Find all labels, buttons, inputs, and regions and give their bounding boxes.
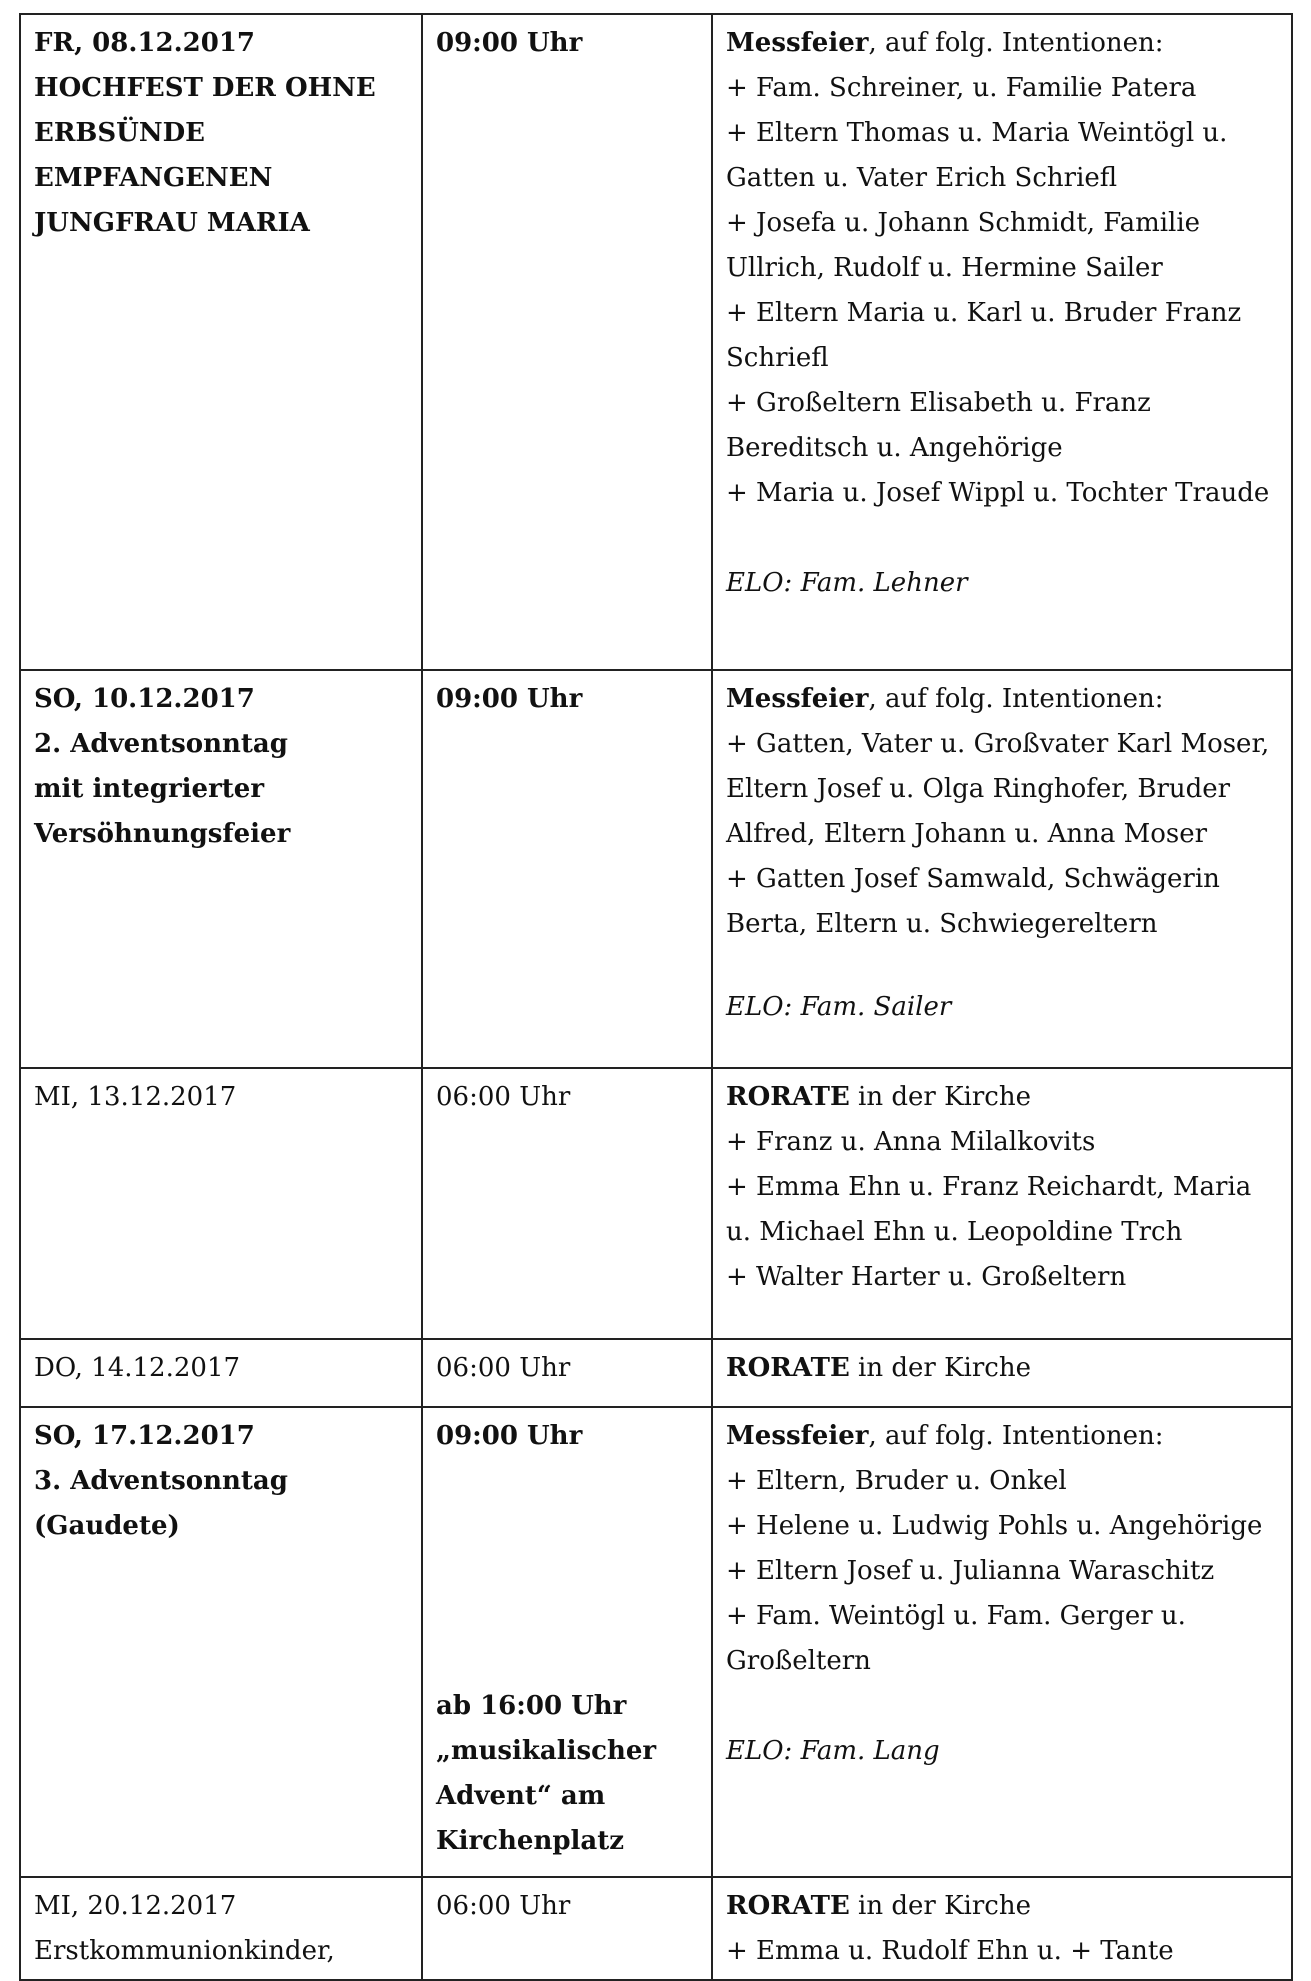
table-row xyxy=(20,1407,1292,1877)
description-keyword: RORATE xyxy=(726,1891,850,1921)
spacer xyxy=(726,516,1278,561)
intention-line: + Emma Ehn u. Franz Reichardt, Maria u. Michael Ehn u. Leopoldine Trch xyxy=(726,1172,1252,1247)
table-row xyxy=(20,1877,1292,1980)
time-cell xyxy=(422,1339,712,1407)
description-rest: in der Kirche xyxy=(849,1353,1031,1383)
row-date: DO, 14.12.2017 xyxy=(34,1353,241,1383)
row-date: MI, 13.12.2017 xyxy=(34,1082,237,1112)
spacer xyxy=(726,1684,1278,1729)
row-title-line: mit integrierter xyxy=(34,774,265,804)
row-date: SO, 10.12.2017 xyxy=(34,684,255,714)
row-date: SO, 17.12.2017 xyxy=(34,1421,255,1451)
event-line: Kirchenplatz xyxy=(436,1826,625,1856)
row-time: 06:00 Uhr xyxy=(436,1353,571,1383)
spacer xyxy=(436,1459,698,1684)
row-title-line: Versöhnungsfeier xyxy=(34,819,291,849)
table-row xyxy=(20,670,1292,1068)
date-cell xyxy=(20,1068,422,1339)
table-row xyxy=(20,1339,1292,1407)
description-rest: in der Kirche xyxy=(849,1082,1031,1112)
description-cell xyxy=(712,1068,1292,1339)
description-keyword: Messfeier xyxy=(726,28,869,58)
row-title-line: (Gaudete) xyxy=(34,1511,180,1541)
description-cell xyxy=(712,1877,1292,1980)
description-cell xyxy=(712,14,1292,670)
row-description xyxy=(726,21,1278,66)
intention-line: + Großeltern Elisabeth u. Franz Bereditsch u. Angehörige xyxy=(726,388,1151,463)
description-keyword: RORATE xyxy=(726,1082,850,1112)
intention-line: + Helene u. Ludwig Pohls u. Angehörige xyxy=(726,1511,1263,1541)
date-cell xyxy=(20,1407,422,1877)
elo-note: ELO: Fam. Sailer xyxy=(726,992,952,1022)
row-description xyxy=(726,1414,1278,1459)
intention-line: + Eltern Thomas u. Maria Weintögl u. Gatten u. Vater Erich Schriefl xyxy=(726,118,1228,193)
time-cell xyxy=(422,14,712,670)
description-rest: , auf folg. Intentionen: xyxy=(868,1421,1164,1451)
time-cell xyxy=(422,1068,712,1339)
row-time: 06:00 Uhr xyxy=(436,1082,571,1112)
row-title-line: HOCHFEST DER OHNE xyxy=(34,73,376,103)
intention-line: + Fam. Weintögl u. Fam. Gerger u. Großeltern xyxy=(726,1601,1186,1676)
row-description xyxy=(726,1884,1278,1929)
description-keyword: Messfeier xyxy=(726,684,869,714)
intention-line: + Gatten, Vater u. Großvater Karl Moser, Eltern Josef u. Olga Ringhofer, Bruder Alfred, Eltern Johann u. Anna Moser xyxy=(726,729,1270,849)
time-cell xyxy=(422,1877,712,1980)
row-description xyxy=(726,677,1278,722)
elo-note: ELO: Fam. Lehner xyxy=(726,568,968,598)
row-date: MI, 20.12.2017 xyxy=(34,1891,237,1921)
intention-line: + Josefa u. Johann Schmidt, Familie Ullrich, Rudolf u. Hermine Sailer xyxy=(726,208,1201,283)
row-description xyxy=(726,1346,1278,1391)
intention-line: + Fam. Schreiner, u. Familie Patera xyxy=(726,73,1197,103)
intention-line: + Eltern, Bruder u. Onkel xyxy=(726,1466,1067,1496)
intention-line: + Gatten Josef Samwald, Schwägerin Berta, Eltern u. Schwiegereltern xyxy=(726,864,1220,939)
row-time: 06:00 Uhr xyxy=(436,1891,571,1921)
event-line: „musikalischer xyxy=(436,1736,657,1766)
row-title-line: JUNGFRAU MARIA xyxy=(34,208,310,238)
row-time: 09:00 Uhr xyxy=(436,1421,583,1451)
date-cell xyxy=(20,14,422,670)
description-cell xyxy=(712,1339,1292,1407)
description-rest: in der Kirche xyxy=(849,1891,1031,1921)
table-row xyxy=(20,1068,1292,1339)
row-title-line: 2. Adventsonntag xyxy=(34,729,288,759)
intention-line: + Maria u. Josef Wippl u. Tochter Traude xyxy=(726,478,1270,508)
row-title-line: ERBSÜNDE xyxy=(34,118,205,148)
description-keyword: RORATE xyxy=(726,1353,850,1383)
description-cell xyxy=(712,670,1292,1068)
schedule-page xyxy=(19,13,1291,1981)
intention-line: + Emma u. Rudolf Ehn u. + Tante xyxy=(726,1936,1174,1966)
event-line: Advent“ am xyxy=(436,1781,606,1811)
row-title-line: EMPFANGENEN xyxy=(34,163,273,193)
row-date: FR, 08.12.2017 xyxy=(34,28,255,58)
date-cell xyxy=(20,1339,422,1407)
intention-line: + Franz u. Anna Milalkovits xyxy=(726,1127,1096,1157)
description-cell xyxy=(712,1407,1292,1877)
table-row xyxy=(20,14,1292,670)
description-rest: , auf folg. Intentionen: xyxy=(868,28,1164,58)
description-keyword: Messfeier xyxy=(726,1421,869,1451)
time-cell xyxy=(422,670,712,1068)
row-title-line: 3. Adventsonntag xyxy=(34,1466,288,1496)
intention-line: + Eltern Maria u. Karl u. Bruder Franz Schriefl xyxy=(726,298,1242,373)
row-description xyxy=(726,1075,1278,1120)
event-line: ab 16:00 Uhr xyxy=(436,1691,627,1721)
date-cell xyxy=(20,670,422,1068)
mass-schedule-table xyxy=(19,13,1293,1981)
description-rest: , auf folg. Intentionen: xyxy=(868,684,1164,714)
row-subtitle: Erstkommunionkinder, xyxy=(34,1936,335,1966)
elo-note: ELO: Fam. Lang xyxy=(726,1736,940,1766)
time-cell xyxy=(422,1407,712,1877)
row-time: 09:00 Uhr xyxy=(436,28,583,58)
intention-line: + Walter Harter u. Großeltern xyxy=(726,1262,1127,1292)
row-time: 09:00 Uhr xyxy=(436,684,583,714)
intention-line: + Eltern Josef u. Julianna Waraschitz xyxy=(726,1556,1215,1586)
date-cell xyxy=(20,1877,422,1980)
